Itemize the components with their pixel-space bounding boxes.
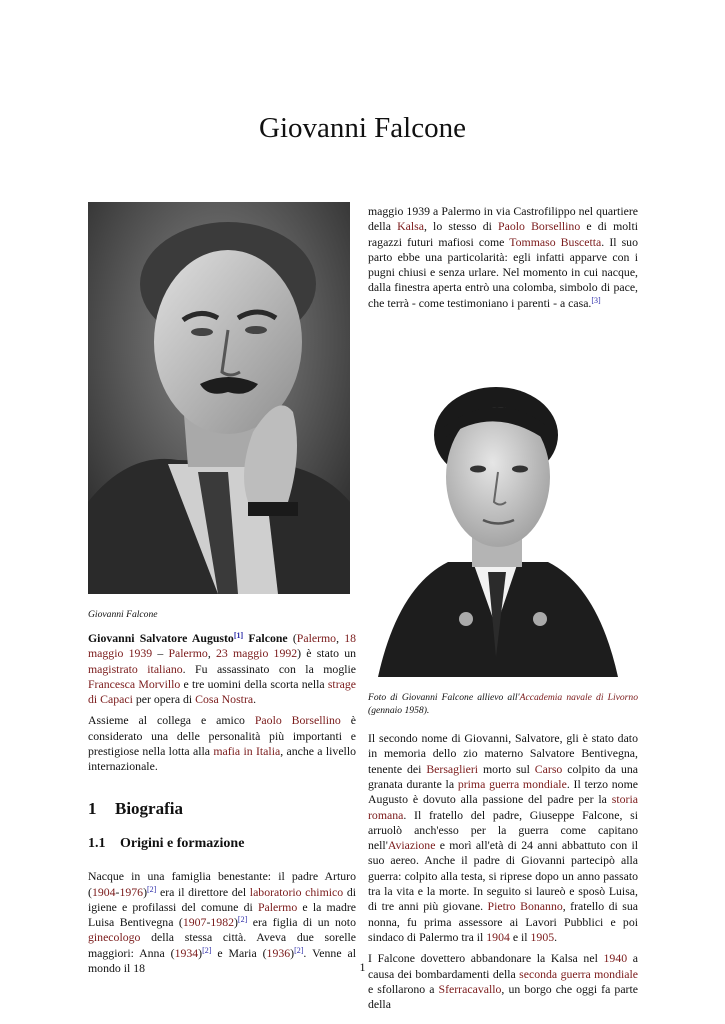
link-magistrato[interactable]: magistrato <box>88 661 138 676</box>
text: ) <box>143 884 147 899</box>
text: e la madre Luisa Bentivegna ( <box>88 899 357 930</box>
text: ) è stato un <box>297 646 356 661</box>
link-year-1940[interactable]: 1940 <box>603 951 628 966</box>
text: . Fu assassinato con la moglie <box>182 661 357 676</box>
ref-link-2[interactable]: [2] <box>237 915 248 925</box>
text: e Maria ( <box>211 945 267 960</box>
link-kalsa[interactable]: Kalsa <box>397 219 424 234</box>
text: Il secondo nome di Giovanni, Salvatore, gli è stato dato in memoria dello zio materno Salvatore Bentivegna, tenente dei <box>368 731 638 776</box>
text: e il <box>509 929 531 944</box>
left-column <box>88 202 356 982</box>
link-year[interactable]: 1982 <box>210 915 234 930</box>
text: morto sul <box>478 761 535 776</box>
link-borsellino-2[interactable]: Paolo Borsellino <box>498 219 581 234</box>
ref-link-2[interactable]: [2] <box>294 945 304 955</box>
link-buscetta[interactable]: Tommaso Buscetta <box>509 234 602 249</box>
text: . <box>554 929 558 944</box>
link-year[interactable]: 1936 <box>266 945 291 960</box>
section-heading-biografia <box>88 798 356 818</box>
link-year-1904[interactable]: 1904 <box>486 929 510 944</box>
link-year[interactable]: 1976 <box>119 884 144 899</box>
text: . Il fratello del padre, Giuseppe Falcone, si arruolò anch'esso per la guerra come capitano nell' <box>368 807 638 853</box>
link-death-date[interactable]: 23 maggio 1992 <box>215 646 298 661</box>
text: era figlia di un noto <box>247 915 356 930</box>
text: , un borgo che oggi fa parte della <box>368 981 638 1012</box>
text: e sfollarono a <box>368 981 439 996</box>
link-year[interactable]: 1907 <box>182 915 207 930</box>
text: , <box>336 631 345 645</box>
link-prima-guerra-mondiale[interactable]: prima guerra mondiale <box>457 776 567 791</box>
birth-paragraph <box>368 204 638 311</box>
text: . <box>253 692 257 707</box>
text: era il direttore del <box>156 884 250 899</box>
subsection-heading-origini <box>88 836 356 851</box>
subject-surname: Falcone <box>243 631 288 645</box>
text: ) <box>290 945 295 960</box>
link-borsellino[interactable]: Paolo Borsellino <box>254 713 341 728</box>
portrait-photo-falcone <box>88 202 350 594</box>
link-cosa-nostra[interactable]: Cosa Nostra <box>195 692 254 707</box>
link-laboratorio[interactable]: laboratorio chimico <box>249 884 344 899</box>
text: colpito da una granata durante la <box>368 761 638 791</box>
text: , <box>207 646 216 661</box>
ref-link-1[interactable]: [1] <box>233 631 244 640</box>
section-title: Biografia <box>115 798 183 818</box>
text: ) <box>233 915 238 930</box>
subject-name: Giovanni Salvatore Augusto <box>88 631 234 645</box>
link-year[interactable]: 1934 <box>174 945 199 960</box>
figure2-caption <box>368 691 638 717</box>
ref-link-2[interactable]: [2] <box>202 945 212 955</box>
text <box>138 662 147 676</box>
link-pietro-bonanno[interactable]: Pietro Bonanno <box>487 899 563 914</box>
lead-paragraph <box>88 631 356 707</box>
text: a causa dei bombardamenti della <box>368 951 639 981</box>
text: Assieme al collega e amico <box>88 713 255 728</box>
link-palermo-3[interactable]: Palermo <box>257 899 298 914</box>
link-year[interactable]: 1904 <box>91 884 116 899</box>
text: per opera di <box>132 692 196 707</box>
text: I Falcone dovettero abbandonare la Kalsa nel <box>368 951 604 966</box>
text: (gennaio 1958). <box>368 705 430 717</box>
link-palermo-2[interactable]: Palermo <box>168 646 208 661</box>
second-paragraph <box>88 713 356 774</box>
text: ( <box>287 631 297 645</box>
text: Nacque in una famiglia benestante: il padre Arturo ( <box>88 869 356 899</box>
link-italiano[interactable]: italiano <box>147 661 183 676</box>
link-strage-capaci[interactable]: strage di Capaci <box>88 676 356 707</box>
link-palermo[interactable]: Palermo <box>296 631 337 645</box>
names-paragraph <box>368 731 638 945</box>
link-aviazione[interactable]: Aviazione <box>387 838 436 853</box>
text: e tre uomini della scorta nella <box>180 676 328 691</box>
link-seconda-guerra-mondiale[interactable]: seconda guerra mondiale <box>519 966 638 981</box>
link-birth-date[interactable]: 18 maggio 1939 <box>88 631 357 661</box>
subsection-title: Origini e formazione <box>120 835 245 851</box>
text: . Il suo parto ebbe una particolarità: egli infatti apparve con i pugni chiusi e senza urlare. Nel momento in cui nacque, dalla finestra aperta entrò una colomba, simbolo di pace, che terrà - come testimoniano i parenti - a casa. <box>368 234 638 310</box>
link-mafia-italia[interactable]: mafia in Italia <box>213 744 281 759</box>
link-ginecologo[interactable]: ginecologo <box>88 930 141 945</box>
link-morvillo[interactable]: Francesca Morvillo <box>88 676 181 691</box>
ref-link-3[interactable]: [3] <box>591 295 601 305</box>
text: , lo stesso di <box>423 219 499 234</box>
text: è considerato una delle personalità più importanti e prestigiose nella lotta alla <box>88 713 356 759</box>
text: . Venne al mondo il 18 <box>88 945 356 976</box>
text: ) <box>198 945 203 960</box>
text: . Il terzo nome Augusto è dovuto alla passione del padre per la <box>368 776 638 807</box>
figure1-caption: Giovanni Falcone <box>88 609 158 620</box>
link-storia-romana[interactable]: storia romana <box>368 792 638 822</box>
text: e morì all'età di 24 anni abbattuto con il suo aereo. Anche il padre di Giovanni partecipò alla guerra: colpito alla testa, si riprese dopo un anno passato tra la vita e la morte. In seguito si laureò e sposò Luisa, di tre anni più giovane. <box>368 838 638 914</box>
link-carso[interactable]: Carso <box>534 761 563 776</box>
text: - <box>206 915 211 930</box>
page-title: Giovanni Falcone <box>259 112 466 144</box>
link-accademia-navale[interactable]: Accademia navale di Livorno <box>519 692 639 704</box>
text: maggio 1939 a Palermo in via Castrofilippo nel quartiere della <box>368 204 638 234</box>
page-number: 1 <box>359 960 366 974</box>
text: , anche a livello internazionale. <box>88 744 357 774</box>
text: – <box>152 646 169 661</box>
text: della stessa città. Aveva due sorelle maggiori: Anna ( <box>88 930 356 960</box>
subsection-number: 1.1 <box>88 835 106 851</box>
right-column <box>368 204 638 1018</box>
link-year-1905[interactable]: 1905 <box>530 929 555 944</box>
text: - <box>115 884 120 899</box>
text: e di molti ragazzi futuri mafiosi come <box>368 219 639 249</box>
section-number: 1 <box>88 798 97 818</box>
text: Foto di Giovanni Falcone allievo all' <box>368 692 520 704</box>
link-bersaglieri[interactable]: Bersaglieri <box>426 761 479 776</box>
young-falcone-photo <box>368 357 620 677</box>
link-sferracavallo[interactable]: Sferracavallo <box>438 981 502 996</box>
text: di igiene e profilassi del comune di <box>88 884 356 914</box>
text: , fratello di sua nonna, fu prima assessore ai Lavori Pubblici e poi sindaco di Palermo tra il <box>368 899 638 944</box>
ref-link-2[interactable]: [2] <box>147 884 157 894</box>
